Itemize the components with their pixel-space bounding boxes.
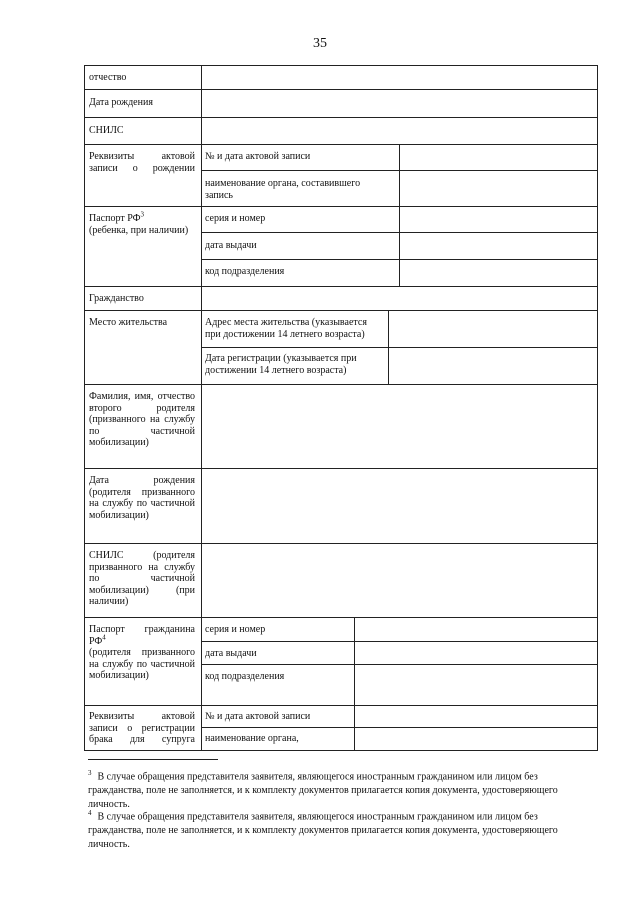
parent-passport-division-code-label: код подразделения bbox=[205, 671, 285, 682]
application-form-table bbox=[84, 65, 598, 751]
passport-division-code-label: код подразделения bbox=[205, 266, 285, 277]
citizenship-label: Гражданство bbox=[89, 293, 144, 304]
table-border-left bbox=[84, 65, 85, 751]
page-number: 35 bbox=[313, 36, 327, 51]
parent-passport-series-label: серия и номер bbox=[205, 624, 266, 635]
footnote-separator bbox=[88, 759, 218, 760]
marriage-record-authority-label: наименование органа, bbox=[205, 733, 299, 744]
column-divider bbox=[354, 617, 355, 750]
parent-passport-label-text: Паспорт гражданина РФ bbox=[89, 624, 195, 647]
parent-passport-footnote-ref: 4 bbox=[102, 633, 106, 642]
row-divider bbox=[84, 89, 598, 90]
row-divider bbox=[201, 641, 598, 642]
passport-label-text: Паспорт РФ bbox=[89, 213, 141, 224]
row-divider bbox=[84, 286, 598, 287]
table-border-top bbox=[84, 65, 598, 66]
parent2-name-label: Фамилия, имя, отчество второго родителя (призванного на службу по частичной мобилизации) bbox=[89, 391, 195, 448]
footnote-4 bbox=[88, 806, 588, 852]
parent-passport-note: (родителя призванного на службу по частичной мобилизации) bbox=[89, 647, 195, 681]
row-divider bbox=[84, 310, 598, 311]
row-divider bbox=[84, 705, 598, 706]
marriage-record-number-date-label: № и дата актовой записи bbox=[205, 711, 311, 722]
residence-address-label: Адрес места жительства (указывается при достижении 14 летнего возраста) bbox=[205, 317, 367, 340]
row-divider bbox=[201, 664, 598, 665]
row-divider bbox=[201, 727, 598, 728]
passport-label bbox=[89, 210, 195, 236]
parent-passport-label bbox=[89, 624, 195, 682]
row-divider bbox=[201, 347, 598, 348]
column-divider bbox=[399, 144, 400, 286]
row-divider bbox=[84, 384, 598, 385]
row-divider bbox=[84, 206, 598, 207]
table-border-bottom bbox=[84, 750, 598, 751]
residence-reg-date-label: Дата регистрации (указывается при достижении 14 летнего возраста) bbox=[205, 353, 357, 376]
passport-footnote-ref: 3 bbox=[140, 210, 144, 219]
birth-record-number-date-label: № и дата актовой записи bbox=[205, 151, 311, 162]
snils-label: СНИЛС bbox=[89, 125, 124, 136]
passport-label-note: (ребенка, при наличии) bbox=[89, 224, 189, 236]
row-divider bbox=[84, 468, 598, 469]
passport-issue-date-label: дата выдачи bbox=[205, 240, 257, 251]
passport-series-label: серия и номер bbox=[205, 213, 266, 224]
row-divider bbox=[84, 144, 598, 145]
residence-label: Место жительства bbox=[89, 317, 168, 328]
footnote-3-mark: 3 bbox=[88, 769, 92, 777]
row-divider bbox=[84, 117, 598, 118]
column-divider bbox=[201, 65, 202, 751]
otchestvo-label: отчество bbox=[89, 72, 127, 83]
parent-birth-date-label: Дата рождения (родителя призванного на службу по частичной мобилизации) bbox=[89, 475, 195, 521]
parent-snils-label: СНИЛС (родителя призванного на службу по частичной мобилизации) (при наличии) bbox=[89, 550, 195, 607]
birth-record-label: Реквизиты актовой записи о рождении bbox=[89, 151, 195, 174]
parent-passport-issue-date-label: дата выдачи bbox=[205, 648, 257, 659]
table-border-right bbox=[597, 65, 598, 751]
row-divider bbox=[84, 617, 598, 618]
footnote-3-text: В случае обращения представителя заявителя, являющегося иностранным гражданином или лицом без гражданства, поле не заполняется, и к комплекту документов прилагается копия документа, удостоверяющего личность. bbox=[88, 771, 558, 811]
marriage-record-label: Реквизиты актовой записи о регистрации брака для супруга bbox=[89, 711, 195, 745]
row-divider bbox=[84, 543, 598, 544]
birth-date-label: Дата рождения bbox=[89, 97, 153, 108]
footnote-4-text: В случае обращения представителя заявителя, являющегося иностранным гражданином или лицом без гражданства, поле не заполняется, и к комплекту документов прилагается копия документа, удостоверяющего личность. bbox=[88, 811, 558, 851]
footnote-4-mark: 4 bbox=[88, 809, 92, 817]
column-divider bbox=[388, 310, 389, 384]
birth-record-authority-label: наименование органа, составившего запись bbox=[205, 178, 361, 201]
